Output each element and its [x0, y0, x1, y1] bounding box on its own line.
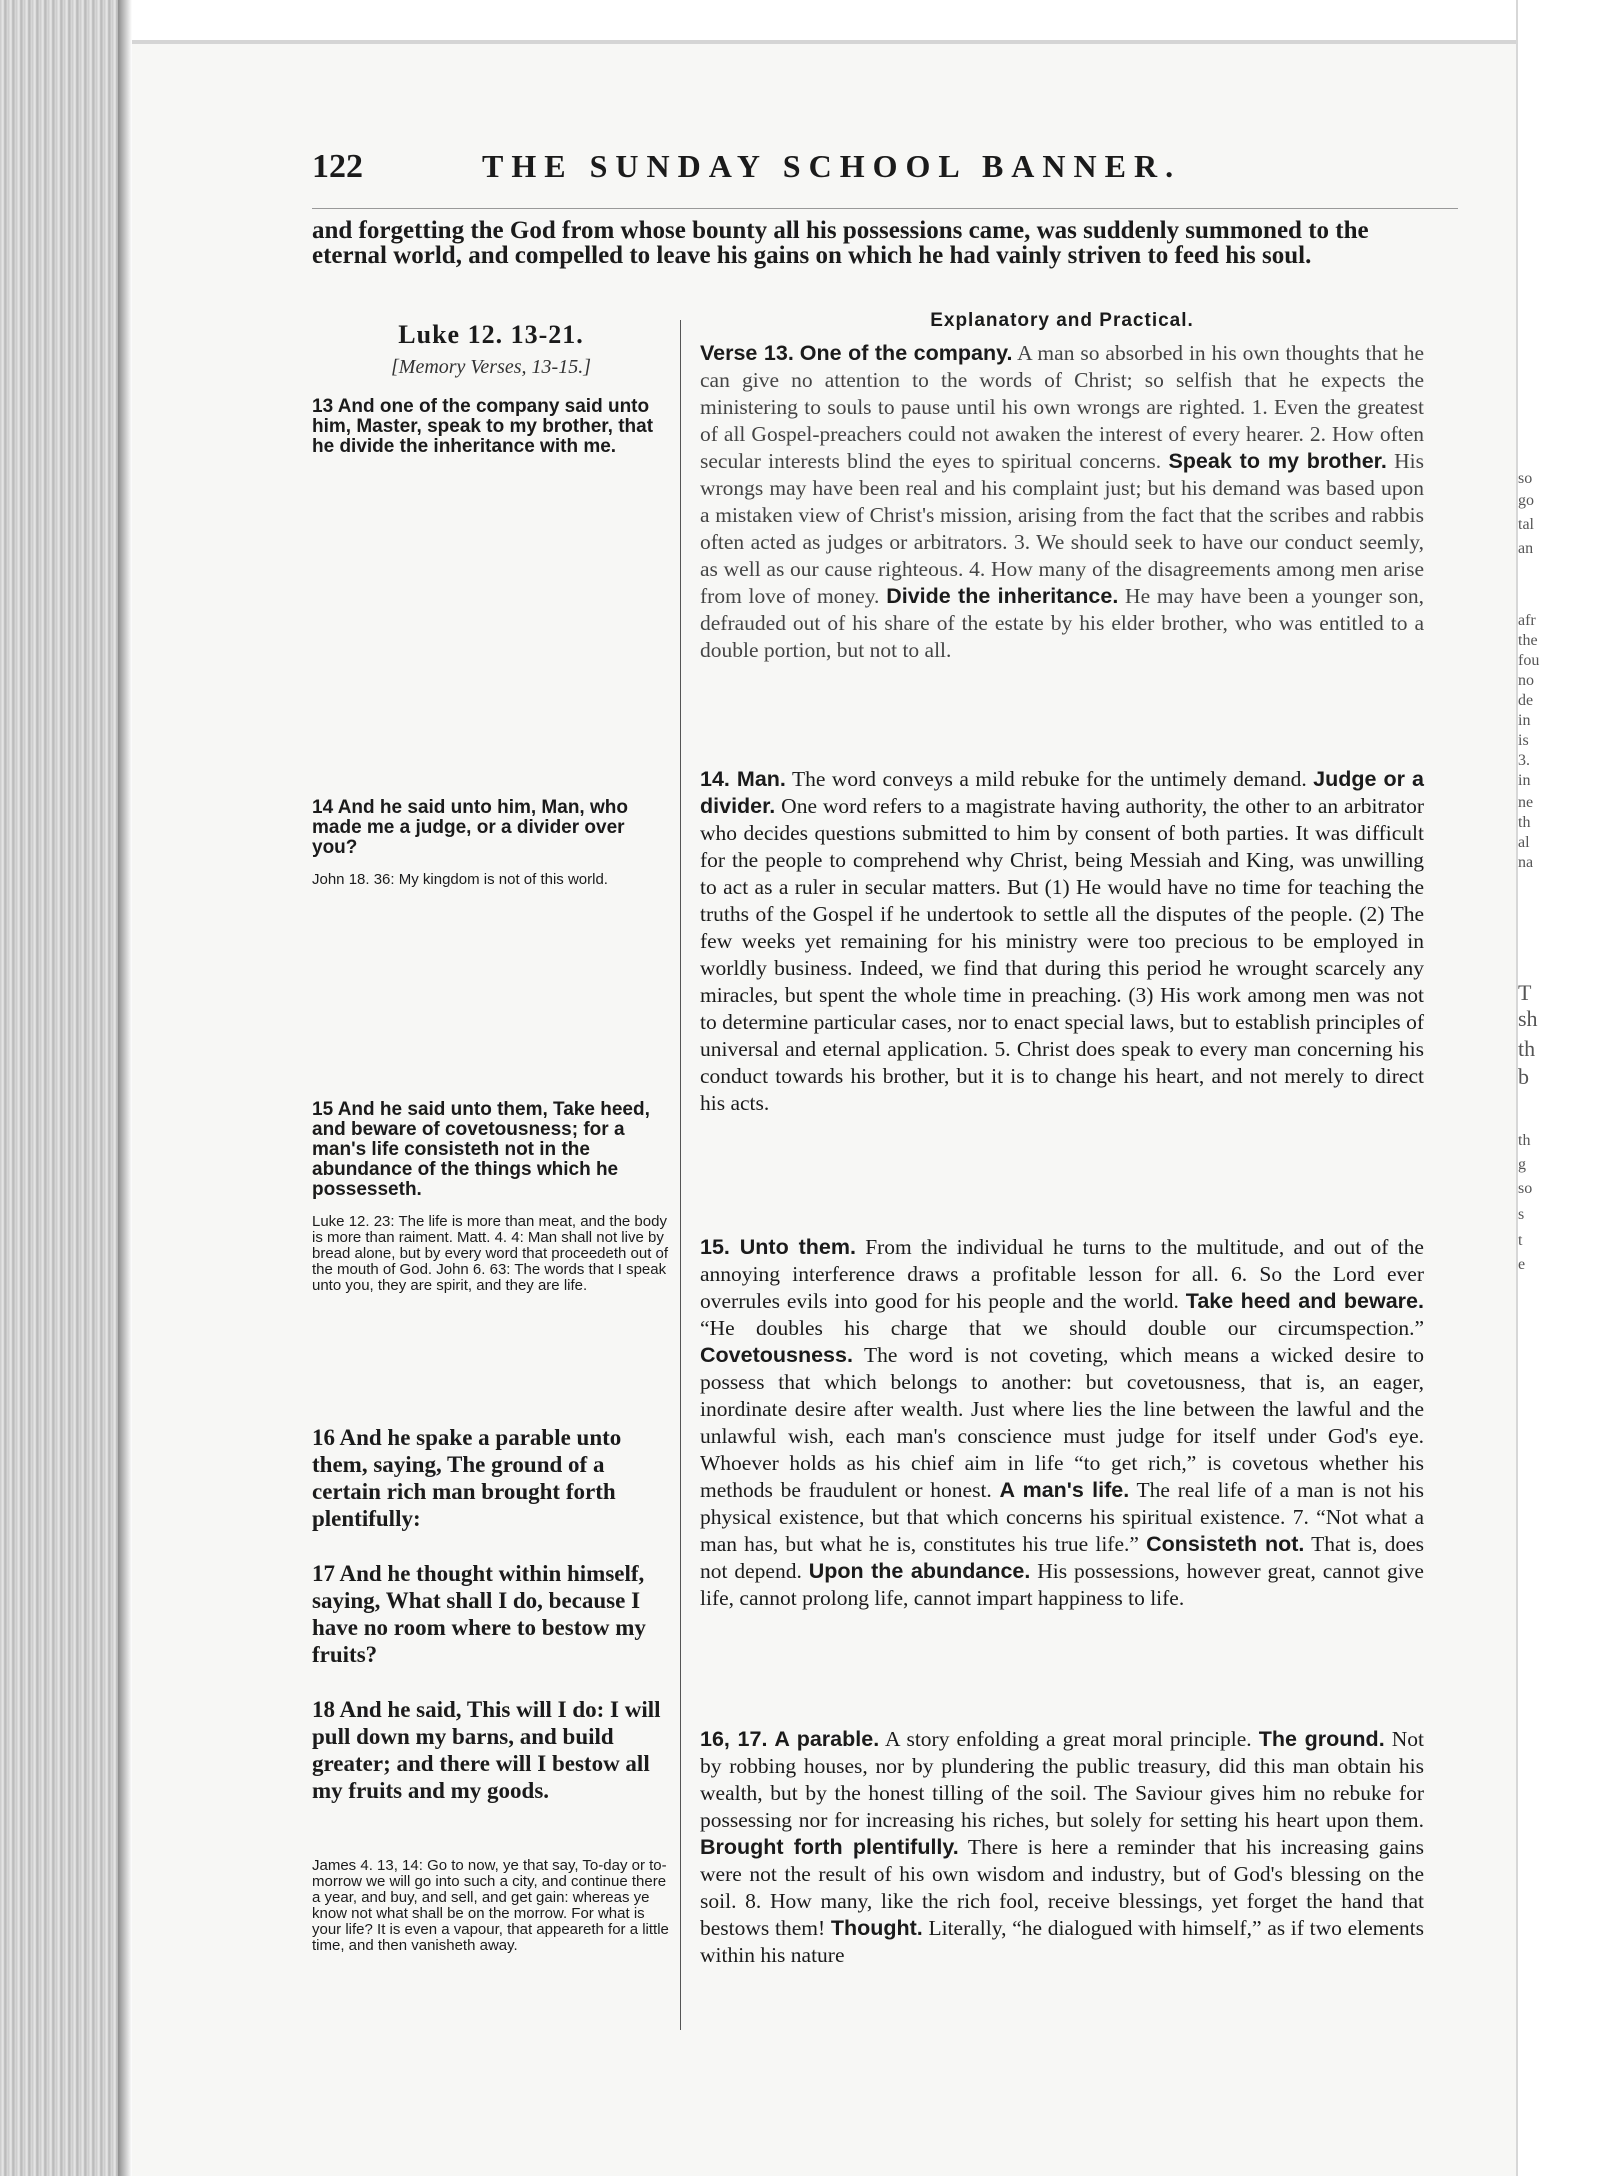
verse-18: 18 And he said, This will I do: I will pull down my barns, and build greater; and there will I bestow all my fruits and my goods. — [312, 1697, 661, 1803]
book-page-edges — [0, 0, 128, 2176]
adjacent-text: fou — [1518, 652, 1540, 669]
commentary-verse-13 — [700, 340, 1424, 664]
memory-verses: [Memory Verses, 13-15.] — [391, 356, 591, 378]
verse-16: 16 And he spake a parable unto them, saying, The ground of a certain rich man brought forth plentifully: — [312, 1425, 622, 1531]
commentary-text: The word conveys a mild rebuke for the untimely demand. — [785, 767, 1314, 791]
adjacent-text: e — [1518, 1256, 1526, 1273]
commentary-heading: The ground. — [1258, 1727, 1385, 1751]
cross-reference-15: Luke 12. 23: The life is more than meat, and the body is more than raiment. Matt. 4. 4: Man shall not live by bread alone, but by every word that proceedeth out of the mouth of God. John 6. 63: The words that I speak unto you, they are spirit, and they are life. — [312, 1213, 669, 1294]
adjacent-text: the — [1518, 632, 1538, 649]
commentary-text: Literally, “he dialogued with himself,” as if two elements within his nature — [700, 1916, 1424, 1967]
adjacent-text: so — [1518, 470, 1533, 487]
commentary-heading: Covetousness. — [700, 1343, 853, 1367]
header-rule — [312, 208, 1458, 209]
adjacent-text: go — [1518, 492, 1534, 509]
column-divider — [680, 320, 681, 2030]
adjacent-text: an — [1518, 540, 1534, 557]
commentary-text: His wrongs may have been real and his complaint just; but his demand was based upon a mistaken view of Christ's mission, arising from the fact that the scribes and rabbis often acted as judges or arbitrators. 3. We should seek to have our conduct seemly, as well as our cause righteous. 4. How many of the disagreements among men arise from love of money. — [700, 449, 1424, 608]
adjacent-text: sh — [1518, 1006, 1538, 1031]
adjacent-text: 3. — [1518, 752, 1530, 769]
commentary-text: The word is not coveting, which means a wicked desire to possess that which belongs to another: but covetousness, that is, an eager, inordinate desire after wealth. Just where lies the line between the lawful and the unlawful wish, each man's conscience must judge for itself under God's eye. Whoever holds as his chief aim in life “to get rich,” is covetous whether his methods be fraudulent or honest. — [700, 1343, 1424, 1502]
commentary-text: He may have been a younger son, defrauded out of his share of the estate by his elder brother, who was entitled to a double portion, but not to all. — [700, 584, 1424, 662]
commentary-text: One word refers to a magistrate having authority, the other to an arbitrator who decides questions submitted to him by consent of both parties. It was difficult for the people to comprehend why Christ, being Messiah and King, was unwilling to act as a ruler in secular matters. But (1) He would have no time for teaching the truths of the Gospel if he undertook to settle all the disputes of the people. (2) The few weeks yet remaining for his ministry were too precious to be employed in worldly business. Indeed, we find that during this period he wrought scarcely any miracles, but spent the whole time in preaching. (3) His work among men was not to determine particular cases, nor to enact special laws, but to establish principles of universal and eternal application. 5. Christ does speak to every man concerning his conduct towards his brother, but it is to change his heart, and not merely to direct his acts. — [700, 794, 1424, 1115]
adjacent-text: th — [1518, 1132, 1531, 1149]
adjacent-text: in — [1518, 772, 1531, 789]
page-number: 122 — [312, 148, 363, 185]
commentary-heading: Upon the abundance. — [808, 1559, 1031, 1583]
verse-13: 13 And one of the company said unto him, Master, speak to my brother, that he divide the inheritance with me. — [312, 396, 654, 457]
adjacent-text: ne — [1518, 794, 1534, 811]
running-title: THE SUNDAY SCHOOL BANNER. — [482, 148, 1182, 184]
adjacent-text: tal — [1518, 516, 1534, 533]
adjacent-text: so — [1518, 1180, 1533, 1197]
adjacent-text: th — [1518, 1036, 1536, 1061]
commentary-verse-15 — [700, 1234, 1424, 1612]
adjacent-text: na — [1518, 854, 1534, 871]
section-title: Explanatory and Practical. — [930, 310, 1194, 331]
commentary-heading: Verse 13. — [700, 341, 794, 365]
verse-14: 14 And he said unto him, Man, who made me a judge, or a divider over you? — [312, 797, 628, 858]
adjacent-text: T — [1518, 980, 1532, 1005]
adjacent-text: in — [1518, 712, 1531, 729]
adjacent-text: s — [1518, 1206, 1525, 1223]
commentary-heading: 16, 17. A parable. — [700, 1727, 880, 1751]
commentary-heading: 15. Unto them. — [700, 1235, 856, 1259]
scripture-reference: Luke 12. 13-21. — [398, 320, 584, 349]
adjacent-text: is — [1518, 732, 1529, 749]
commentary-heading: Divide the inheritance. — [886, 584, 1119, 608]
adjacent-text: no — [1518, 672, 1534, 689]
commentary-text: The real life of a man is not his physical existence, but that which concerns his spiritual existence. 7. “Not what a man has, but what he is, constitutes his true life.” — [700, 1478, 1424, 1556]
commentary-text: There is here a reminder that his increasing gains were not the result of his own wisdom and industry, but of God's blessing on the soil. 8. How many, like the rich fool, receive blessings, yet forget the hand that bestows them! — [700, 1835, 1424, 1940]
commentary-heading: Brought forth plentifully. — [700, 1835, 959, 1859]
commentary-text: His possessions, however great, cannot give life, cannot prolong life, cannot impart happiness to life. — [700, 1559, 1424, 1610]
cross-reference-14: John 18. 36: My kingdom is not of this world. — [312, 871, 608, 888]
intro-paragraph: and forgetting the God from whose bounty all his possessions came, was suddenly summoned to the eternal world, and compelled to leave his gains on which he had vainly striven to feed his soul. — [312, 217, 1369, 269]
commentary-heading: Thought. — [830, 1916, 923, 1940]
adjacent-text: b — [1518, 1064, 1529, 1089]
commentary-text: “He doubles his charge that we should double our circumspection.” — [700, 1316, 1424, 1340]
adjacent-text: al — [1518, 834, 1530, 851]
gutter-shadow — [118, 0, 132, 2176]
commentary-text: Not by robbing houses, nor by plundering the public treasury, did this man obtain his wealth, but by the honest tilling of the soil. The Saviour gives him no rebuke for possessing nor for increasing his riches, but solely for setting his heart upon them. — [700, 1727, 1424, 1832]
commentary-verse-16-17 — [700, 1726, 1424, 1969]
adjacent-text: g — [1518, 1156, 1526, 1173]
commentary-heading: One of the company. — [799, 341, 1013, 365]
commentary-heading: A man's life. — [999, 1478, 1130, 1502]
commentary-heading: Consisteth not. — [1146, 1532, 1305, 1556]
commentary-heading: Speak to my brother. — [1168, 449, 1387, 473]
adjacent-text: de — [1518, 692, 1534, 709]
adjacent-text: afr — [1518, 612, 1536, 629]
commentary-heading: Take heed and beware. — [1185, 1289, 1424, 1313]
verse-15: 15 And he said unto them, Take heed, and beware of covetousness; for a man's life consisteth not in the abundance of the things which he possesseth. — [312, 1099, 650, 1200]
commentary-text: A story enfolding a great moral principle. — [879, 1727, 1259, 1751]
commentary-text: From the individual he turns to the multitude, and out of the annoying interference draws a profitable lesson for all. 6. So the Lord ever overrules evils into good for his people and the world. — [700, 1235, 1424, 1313]
commentary-verse-14 — [700, 766, 1424, 1117]
adjacent-page-strip — [1516, 0, 1608, 2176]
commentary-text: That is, does not depend. — [700, 1532, 1425, 1583]
adjacent-text: th — [1518, 814, 1531, 831]
verse-17: 17 And he thought within himself, saying, What shall I do, because I have no room where to bestow my fruits? — [312, 1561, 646, 1667]
commentary-heading: Judge or a divider. — [700, 767, 1424, 818]
cross-reference-18: James 4. 13, 14: Go to now, ye that say, To-day or to-morrow we will go into such a city, and continue there a year, and buy, and sell, and get gain: whereas ye know not what shall be on the morrow. For what is your life? It is even a vapour, that appeareth for a little time, and then vanisheth away. — [312, 1857, 669, 1954]
commentary-heading: 14. Man. — [700, 767, 786, 791]
commentary-text: A man so absorbed in his own thoughts that he can give no attention to the words of Christ; so selfish that he expects the ministering to souls to pause until his own wrongs are righted. 1. Even the greatest of all Gospel-preachers could not awaken the interest of every hearer. 2. How often secular interests blind the eyes to spiritual concerns. — [700, 341, 1425, 473]
adjacent-text: t — [1518, 1232, 1523, 1249]
